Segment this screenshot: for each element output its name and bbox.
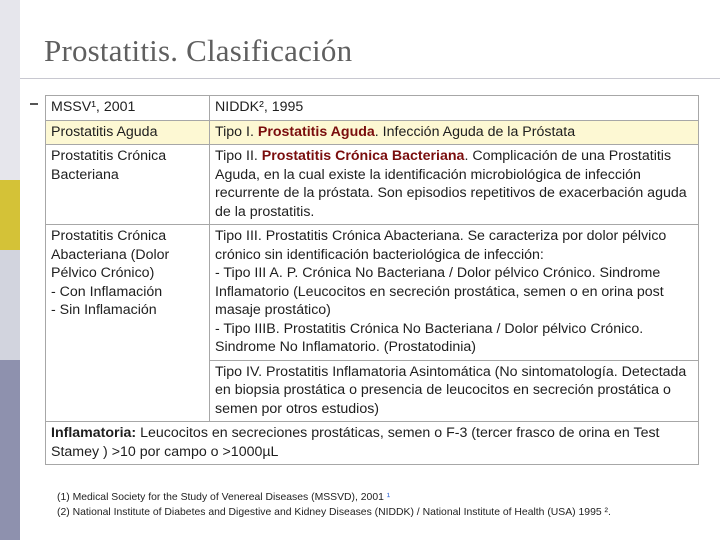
header-mssvd: MSSV¹, 2001 — [46, 96, 210, 121]
tipo-ii-desc: . Complicación de una Prostatitis Aguda, en la cual existe la identificación microbiológica de infección recurrente de la próstata. Son episodios repetitivos de exacerbación aguda de la prostatitis. — [215, 148, 687, 220]
footnote-1-ref[interactable]: ¹ — [386, 492, 391, 503]
footnote-1 — [57, 490, 611, 505]
inflamatoria-desc: Leucocitos en secreciones prostáticas, semen o F-3 (tercer frasco de orina en Test Stamey ) >10 por campo o >1000µL — [51, 425, 660, 460]
inflamatoria-label: Inflamatoria: — [51, 425, 137, 441]
cell-niddk-tipo-iii — [210, 225, 699, 361]
cell-mssvd-abacteriana: Prostatitis Crónica Abacteriana (Dolor Pélvico Crónico) - Con Inflamación - Sin Inflamación — [46, 225, 210, 422]
table-row-abacteriana — [46, 225, 699, 361]
footnote-2: (2) National Institute of Diabetes and Digestive and Kidney Diseases (NIDDK) / National Institute of Health (USA) 1995 ². — [57, 507, 611, 518]
table-row-inflamatoria — [46, 422, 699, 465]
slide-sidebar — [0, 0, 20, 540]
tipo-i-label: Tipo I. — [215, 123, 254, 140]
tipo-ii-label: Tipo II. — [215, 148, 258, 164]
cell-mssvd-aguda: Prostatitis Aguda — [46, 120, 210, 145]
table-header-row — [46, 96, 699, 121]
classification-table — [45, 95, 699, 465]
tipo-i-desc: . Infección Aguda de la Próstata — [374, 123, 576, 140]
table-row-bacteriana — [46, 145, 699, 225]
table-row-aguda — [46, 120, 699, 145]
footnotes — [57, 490, 611, 520]
cell-niddk-tipo-ii — [210, 145, 699, 225]
tipo-iii-label: Tipo III. — [215, 228, 262, 244]
sidebar-band-middle — [0, 250, 20, 360]
cell-niddk-tipo-i — [210, 120, 699, 145]
cell-mssvd-bacteriana: Prostatitis Crónica Bacteriana — [46, 145, 210, 225]
sidebar-band-accent — [0, 180, 20, 250]
title-divider — [20, 78, 720, 79]
tipo-ii-name: Prostatitis Crónica Bacteriana — [261, 148, 465, 164]
sidebar-band-bottom — [0, 360, 20, 540]
cell-inflamatoria — [46, 422, 699, 465]
tipo-iii-desc: Prostatitis Crónica Abacteriana. Se caracteriza por dolor pélvico crónico sin identificación bacteriológica de infección: - Tipo III A. P. Crónica No Bacteriana / Dolor pélvico Crónico. Sindrome Inflamatorio (Leucocitos en secreción prostática, semen o en orina post masaje prostático) - Tipo IIIB. Prostatitis Crónica No Bacteriana / Dolor pélvico Crónico. Sindrome No Inflamatorio. (Prostatodinia) — [215, 228, 667, 355]
bullet-dash — [30, 103, 38, 105]
slide-title: Prostatitis. Clasificación — [44, 33, 353, 68]
cell-niddk-tipo-iv: Tipo IV. Prostatitis Inflamatoria Asintomática (No sintomatología. Detectada en biopsia prostática o presencia de leucocitos en secreción prostática o semen por otros estudios) — [210, 360, 699, 422]
tipo-i-name: Prostatitis Aguda — [257, 123, 375, 140]
header-niddk: NIDDK², 1995 — [210, 96, 699, 121]
footnote-1-text: (1) Medical Society for the Study of Venereal Diseases (MSSVD), 2001 — [57, 492, 387, 503]
sidebar-band-top — [0, 0, 20, 180]
